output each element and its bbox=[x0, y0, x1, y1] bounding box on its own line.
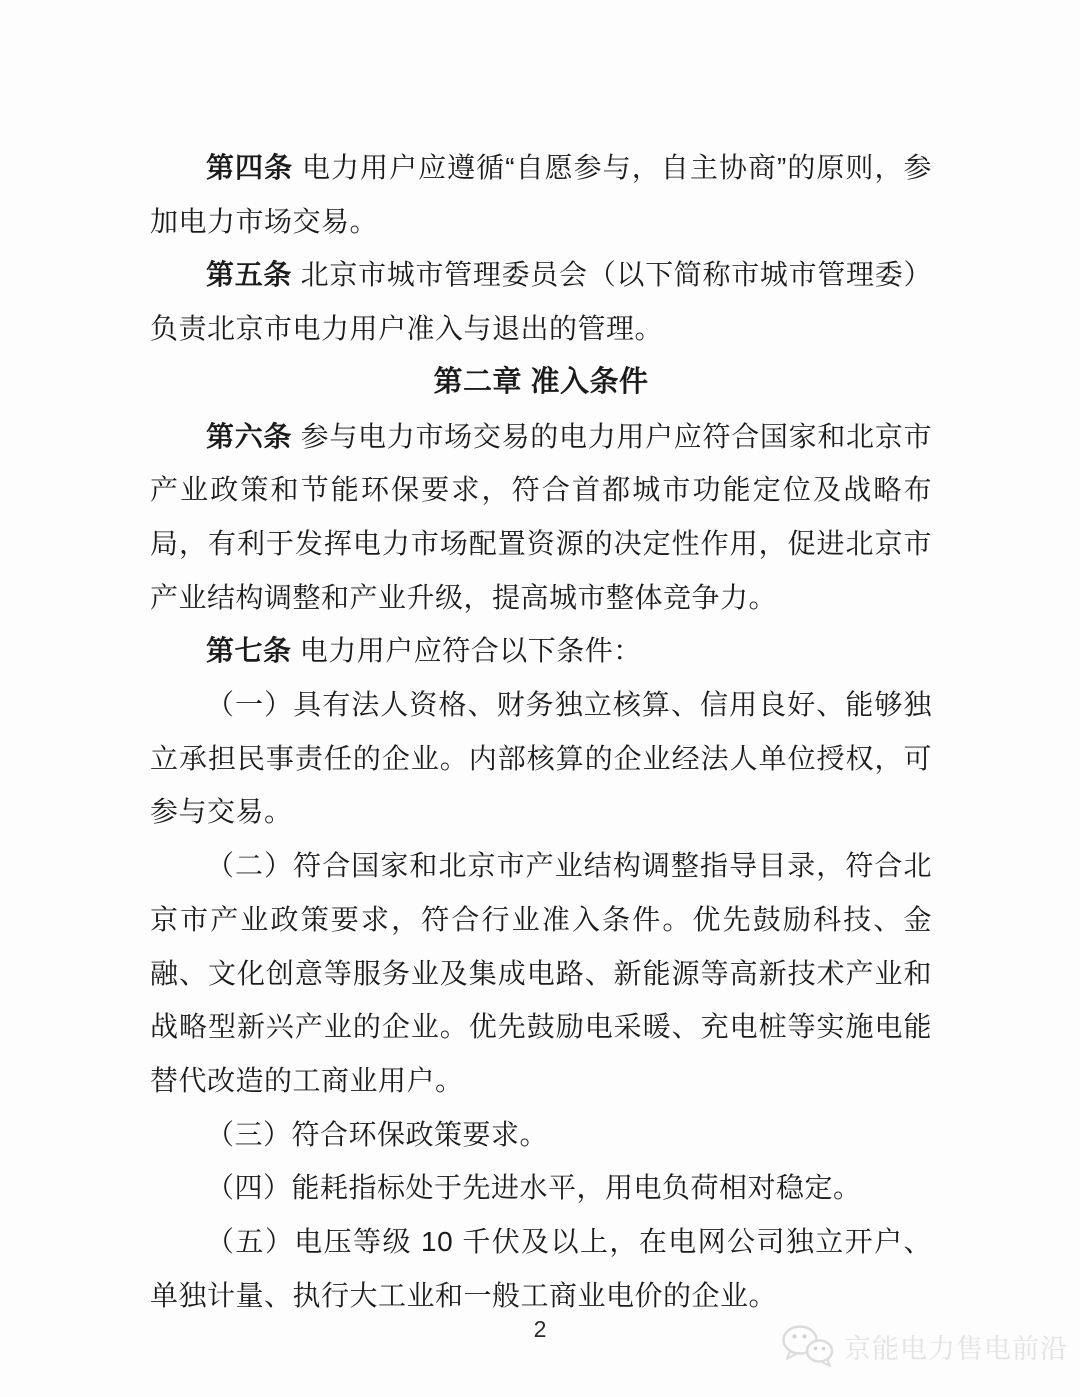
document-body bbox=[150, 141, 932, 1322]
article-6-label: 第六条 bbox=[206, 420, 293, 452]
paragraph-article-7 bbox=[150, 624, 932, 678]
article-5-text: 北京市城市管理委员会（以下简称市城市管理委）负责北京市电力用户准入与退出的管理。 bbox=[150, 259, 932, 345]
paragraph-item-3 bbox=[150, 1108, 932, 1162]
paragraph-article-5 bbox=[150, 248, 932, 355]
paragraph-item-5 bbox=[150, 1215, 932, 1322]
item-1-text: （一）具有法人资格、财务独立核算、信用良好、能够独立承担民事责任的企业。内部核算的企业经法人单位授权，可参与交易。 bbox=[150, 689, 932, 828]
paragraph-item-4 bbox=[150, 1161, 932, 1215]
item-3-text: （三）符合环保政策要求。 bbox=[206, 1118, 549, 1150]
paragraph-article-4 bbox=[150, 141, 932, 248]
item-4-text: （四）能耗指标处于先进水平，用电负荷相对稳定。 bbox=[206, 1172, 862, 1204]
article-7-label: 第七条 bbox=[206, 635, 292, 667]
paragraph-item-2 bbox=[150, 839, 932, 1108]
article-6-text: 参与电力市场交易的电力用户应符合国家和北京市产业政策和节能环保要求，符合首都城市功能定位及战略布局，有利于发挥电力市场配置资源的决定性作用，促进北京市产业结构调整和产业升级，提高城市整体竞争力。 bbox=[150, 420, 932, 613]
page-number: 2 bbox=[533, 1316, 547, 1342]
wechat-icon bbox=[780, 1324, 836, 1368]
chapter-2-heading: 第二章 准入条件 bbox=[433, 365, 649, 398]
article-4-label: 第四条 bbox=[206, 152, 294, 183]
item-2-text: （二）符合国家和北京市产业结构调整指导目录，符合北京市产业政策要求，符合行业准入条件。优先鼓励科技、金融、文化创意等服务业及集成电路、新能源等高新技术产业和战略型新兴产业的企业。优先鼓励电采暖、充电桩等实施电能替代改造的工商业用户。 bbox=[150, 850, 932, 1096]
article-4-text: 电力用户应遵循“自愿参与，自主协商”的原则，参加电力市场交易。 bbox=[150, 152, 932, 237]
article-7-text: 电力用户应符合以下条件： bbox=[291, 635, 642, 667]
paragraph-item-1 bbox=[150, 678, 932, 839]
article-5-label: 第五条 bbox=[206, 259, 293, 291]
item-5-text: （五）电压等级 10 千伏及以上，在电网公司独立开户、单独计量、执行大工业和一般工商业电价的企业。 bbox=[150, 1226, 932, 1311]
paragraph-article-6 bbox=[150, 410, 932, 625]
watermark-label: 京能电力售电前沿 bbox=[844, 1333, 1068, 1364]
watermark bbox=[780, 1324, 1068, 1368]
